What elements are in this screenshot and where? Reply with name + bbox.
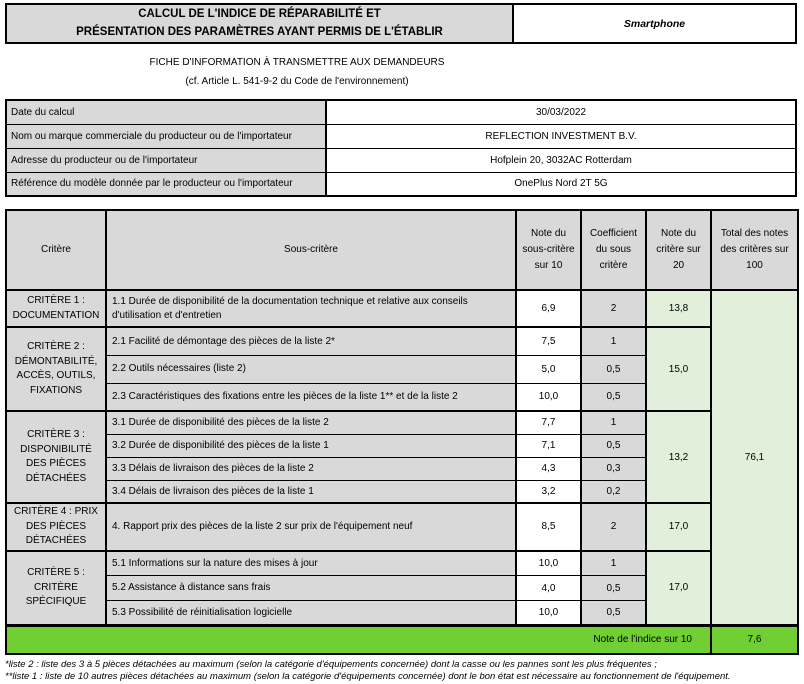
col-header-total100: Total des notes des critères sur 100 <box>711 210 798 290</box>
info-label-date: Date du calcul <box>6 100 326 124</box>
sub-3-4-note10: 3,2 <box>516 480 581 503</box>
col-header-critere: Critère <box>6 210 106 290</box>
sub-2-2-label: 2.2 Outils nécessaires (liste 2) <box>106 355 516 383</box>
sub-3-3-coeff: 0,3 <box>581 457 646 480</box>
table-row <box>6 551 798 576</box>
info-label-producer-name: Nom ou marque commerciale du producteur ou de l'importateur <box>6 124 326 148</box>
sub-2-3-note10: 10,0 <box>516 383 581 411</box>
info-value-producer-name: REFLECTION INVESTMENT B.V. <box>326 124 796 148</box>
document-title <box>7 5 514 42</box>
sub-1-1-label: 1.1 Durée de disponibilité de la documentation technique et relative aux conseils d'utilisation et d'entretien <box>106 290 516 327</box>
info-value-date: 30/03/2022 <box>326 100 796 124</box>
sub-2-1-note10: 7,5 <box>516 327 581 355</box>
header-band <box>5 3 797 44</box>
col-header-note20: Note du critère sur 20 <box>646 210 711 290</box>
table-row <box>6 503 798 551</box>
critere-4-name: CRITÈRE 4 : PRIX DES PIÈCES DÉTACHÉES <box>6 503 106 551</box>
subtitle-line1: FICHE D'INFORMATION À TRANSMETTRE AUX DEMANDEURS <box>5 54 589 73</box>
sub-5-3-coeff: 0,5 <box>581 601 646 626</box>
table-row <box>6 327 798 355</box>
col-header-sous-critere: Sous-critère <box>106 210 516 290</box>
col-header-coefficient: Coefficient du sous critère <box>581 210 646 290</box>
sub-3-1-label: 3.1 Durée de disponibilité des pièces de la liste 2 <box>106 411 516 434</box>
info-row-producer-name <box>6 124 796 148</box>
product-category-cell <box>514 5 795 42</box>
criteria-table-header-row <box>6 210 798 290</box>
sub-3-2-label: 3.2 Durée de disponibilité des pièces de la liste 1 <box>106 434 516 457</box>
total-notes-sur-100: 76,1 <box>711 290 798 626</box>
subtitle-block <box>5 54 589 91</box>
sub-2-1-coeff: 1 <box>581 327 646 355</box>
sub-5-3-label: 5.3 Possibilité de réinitialisation logicielle <box>106 601 516 626</box>
sub-2-1-label: 2.1 Facilité de démontage des pièces de la liste 2* <box>106 327 516 355</box>
sub-5-2-note10: 4,0 <box>516 576 581 601</box>
final-score-label: Note de l'indice sur 10 <box>6 626 711 654</box>
sub-3-3-note10: 4,3 <box>516 457 581 480</box>
document-title-line1: CALCUL DE L'INDICE DE RÉPARABILITÉ ET <box>7 6 512 24</box>
sub-3-2-note10: 7,1 <box>516 434 581 457</box>
footnotes <box>5 659 797 684</box>
critere-1-note20: 13,8 <box>646 290 711 327</box>
sub-2-3-coeff: 0,5 <box>581 383 646 411</box>
col-header-note10: Note du sous-critère sur 10 <box>516 210 581 290</box>
document-title-line2: PRÉSENTATION DES PARAMÈTRES AYANT PERMIS DE L'ÉTABLIR <box>7 24 512 42</box>
sub-3-4-label: 3.4 Délais de livraison des pièces de la liste 1 <box>106 480 516 503</box>
sub-3-1-note10: 7,7 <box>516 411 581 434</box>
footnote-liste2: *liste 2 : liste des 3 à 5 pièces détachées au maximum (selon la catégorie d'équipements concernée) dont la casse ou les pannes sont les plus fréquentes ; <box>5 659 797 672</box>
subtitle-line2: (cf. Article L. 541-9-2 du Code de l'environnement) <box>5 73 589 92</box>
sub-4-label: 4. Rapport prix des pièces de la liste 2 sur prix de l'équipement neuf <box>106 503 516 551</box>
table-row <box>6 290 798 327</box>
critere-2-note20: 15,0 <box>646 327 711 411</box>
criteria-table <box>5 209 799 655</box>
footnote-liste1: **liste 1 : liste de 10 autres pièces détachées au maximum (selon la catégorie d'équipements concernée) dont le bon état est nécessaire au fonctionnement de l'équipement. <box>5 671 797 684</box>
critere-3-note20: 13,2 <box>646 411 711 503</box>
info-row-date <box>6 100 796 124</box>
sub-1-1-note10: 6,9 <box>516 290 581 327</box>
sub-5-2-label: 5.2 Assistance à distance sans frais <box>106 576 516 601</box>
critere-5-name: CRITÈRE 5 : CRITÈRE SPÉCIFIQUE <box>6 551 106 626</box>
info-label-model-reference: Référence du modèle donnée par le producteur ou l'importateur <box>6 172 326 196</box>
table-row <box>6 411 798 434</box>
critere-1-name: CRITÈRE 1 : DOCUMENTATION <box>6 290 106 327</box>
info-value-model-reference: OnePlus Nord 2T 5G <box>326 172 796 196</box>
info-row-model-reference <box>6 172 796 196</box>
final-score-value: 7,6 <box>711 626 798 654</box>
sub-4-coeff: 2 <box>581 503 646 551</box>
info-row-producer-address <box>6 148 796 172</box>
sub-2-2-note10: 5,0 <box>516 355 581 383</box>
sub-5-1-coeff: 1 <box>581 551 646 576</box>
sub-2-2-coeff: 0,5 <box>581 355 646 383</box>
sub-3-2-coeff: 0,5 <box>581 434 646 457</box>
sub-3-1-coeff: 1 <box>581 411 646 434</box>
info-label-producer-address: Adresse du producteur ou de l'importateur <box>6 148 326 172</box>
critere-5-note20: 17,0 <box>646 551 711 626</box>
critere-3-name: CRITÈRE 3 : DISPONIBILITÉ DES PIÈCES DÉTACHÉES <box>6 411 106 503</box>
sub-4-note10: 8,5 <box>516 503 581 551</box>
producer-info-table <box>5 99 797 197</box>
info-value-producer-address: Hofplein 20, 3032AC Rotterdam <box>326 148 796 172</box>
sub-2-3-label: 2.3 Caractéristiques des fixations entre les pièces de la liste 1** et de la liste 2 <box>106 383 516 411</box>
critere-4-note20: 17,0 <box>646 503 711 551</box>
sub-5-3-note10: 10,0 <box>516 601 581 626</box>
sub-1-1-coeff: 2 <box>581 290 646 327</box>
sub-5-2-coeff: 0,5 <box>581 576 646 601</box>
sub-5-1-label: 5.1 Informations sur la nature des mises à jour <box>106 551 516 576</box>
sub-3-4-coeff: 0,2 <box>581 480 646 503</box>
final-score-row <box>6 626 798 654</box>
sub-3-3-label: 3.3 Délais de livraison des pièces de la liste 2 <box>106 457 516 480</box>
critere-2-name: CRITÈRE 2 : DÉMONTABILITÉ, ACCÈS, OUTILS, FIXATIONS <box>6 327 106 411</box>
product-category-label: Smartphone <box>624 18 685 30</box>
sub-5-1-note10: 10,0 <box>516 551 581 576</box>
